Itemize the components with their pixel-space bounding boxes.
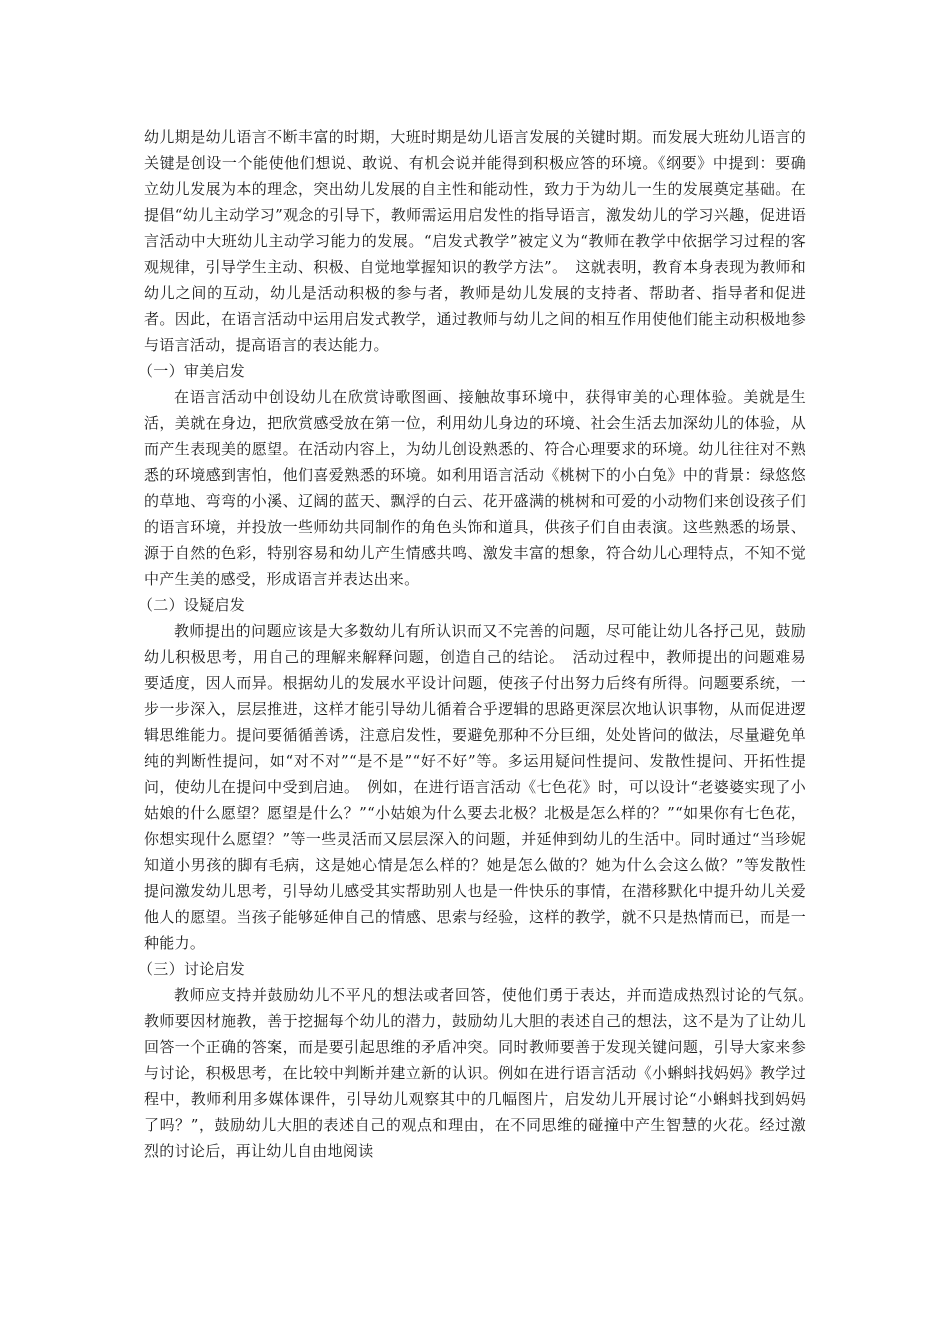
section-heading-questioning: （二）设疑启发 — [138, 596, 246, 614]
section-paragraph-questioning: 教师提出的问题应该是大多数幼儿有所认识而又不完善的问题，尽可能让幼儿各抒己见，鼓励幼儿积极思考，用自己的理解来解释问题，创造自己的结论。 活动过程中，教师提出的问题难易要适度，因人而异。根据幼儿的发展水平设计问题，使孩子付出努力后终有所得。问题要系统，一步一步深入，层层推进，这样才能引导幼儿循着合乎逻辑的思路更深层次地认识事物，从而促进逻辑思维能力。提问要循循善诱，注意启发性，要避免那种不分巨细，处处皆问的做法，尽量避免单纯的判断性提问，如“对不对”“是不是”“好不好”等。多运用疑问性提问、发散性提问、开拓性提问，使幼儿在提问中受到启迪。 例如，在进行语言活动《七色花》时，可以设计“老婆婆实现了小姑娘的什么愿望？愿望是什么？”“小姑娘为什么要去北极？北极是怎么样的？”“如果你有七色花，你想实现什么愿望？”等一些灵活而又层层深入的问题，并延伸到幼儿的生活中。同时通过“当珍妮知道小男孩的脚有毛病，这是她心情是怎么样的？她是怎么做的？她为什么会这么做？”等发散性提问激发幼儿思考，引导幼儿感受其实帮助别人也是一件快乐的事情，在潜移默化中提升幼儿关爱他人的愿望。当孩子能够延伸自己的情感、思索与经验，这样的教学，就不只是热情而已，而是一种能力。 — [144, 622, 806, 952]
section-heading-discussion: （三）讨论启发 — [138, 960, 246, 978]
section-paragraph-aesthetic: 在语言活动中创设幼儿在欣赏诗歌图画、接触故事环境中，获得审美的心理体验。美就是生活，美就在身边，把欣赏感受放在第一位，利用幼儿身边的环境、社会生活去加深幼儿的体验，从而产生表现美的愿望。在活动内容上，为幼儿创设熟悉的、符合心理要求的环境。幼儿往往对不熟悉的环境感到害怕，他们喜爱熟悉的环境。如利用语言活动《桃树下的小白兔》中的背景：绿悠悠的草地、弯弯的小溪、辽阔的蓝天、飘浮的白云、花开盛满的桃树和可爱的小动物们来创设孩子们的语言环境，并投放一些师幼共同制作的角色头饰和道具，供孩子们自由表演。这些熟悉的场景、源于自然的色彩，特别容易和幼儿产生情感共鸣、激发丰富的想象，符合幼儿心理特点，不知不觉中产生美的感受，形成语言并表达出来。 — [144, 388, 806, 588]
intro-paragraph: 幼儿期是幼儿语言不断丰富的时期，大班时期是幼儿语言发展的关键时期。而发展大班幼儿语言的关键是创设一个能使他们想说、敢说、有机会说并能得到积极应答的环境。《纲要》中提到：要确立幼儿发展为本的理念，突出幼儿发展的自主性和能动性，致力于为幼儿一生的发展奠定基础。在提倡“幼儿主动学习”观念的引导下，教师需运用启发性的指导语言，激发幼儿的学习兴趣，促进语言活动中大班幼儿主动学习能力的发展。“启发式教学”被定义为“教师在教学中依据学习过程的客观规律，引导学生主动、积极、自觉地掌握知识的教学方法”。 这就表明，教育本身表现为教师和幼儿之间的互动，幼儿是活动积极的参与者，教师是幼儿发展的支持者、帮助者、指导者和促进者。因此，在语言活动中运用启发式教学，通过教师与幼儿之间的相互作用使他们能主动积极地参与语言活动，提高语言的表达能力。 — [144, 128, 806, 354]
document-body — [138, 124, 822, 1164]
section-paragraph-discussion: 教师应支持并鼓励幼儿不平凡的想法或者回答，使他们勇于表达，并而造成热烈讨论的气氛。 教师要因材施教，善于挖掘每个幼儿的潜力，鼓励幼儿大胆的表述自己的想法，这不是为了让幼儿回答一个正确的答案，而是要引起思维的矛盾冲突。同时教师要善于发现关键问题，引导大家来参与讨论，积极思考，在比较中判断并建立新的认识。例如在进行语言活动《小蝌蚪找妈妈》教学过程中，教师利用多媒体课件，引导幼儿观察其中的几幅图片，启发幼儿开展讨论“小蝌蚪找到妈妈了吗？”，鼓励幼儿大胆的表述自己的观点和理由，在不同思维的碰撞中产生智慧的火花。经过激烈的讨论后，再让幼儿自由地阅读 — [144, 986, 822, 1160]
section-heading-aesthetic: （一）审美启发 — [138, 362, 246, 380]
